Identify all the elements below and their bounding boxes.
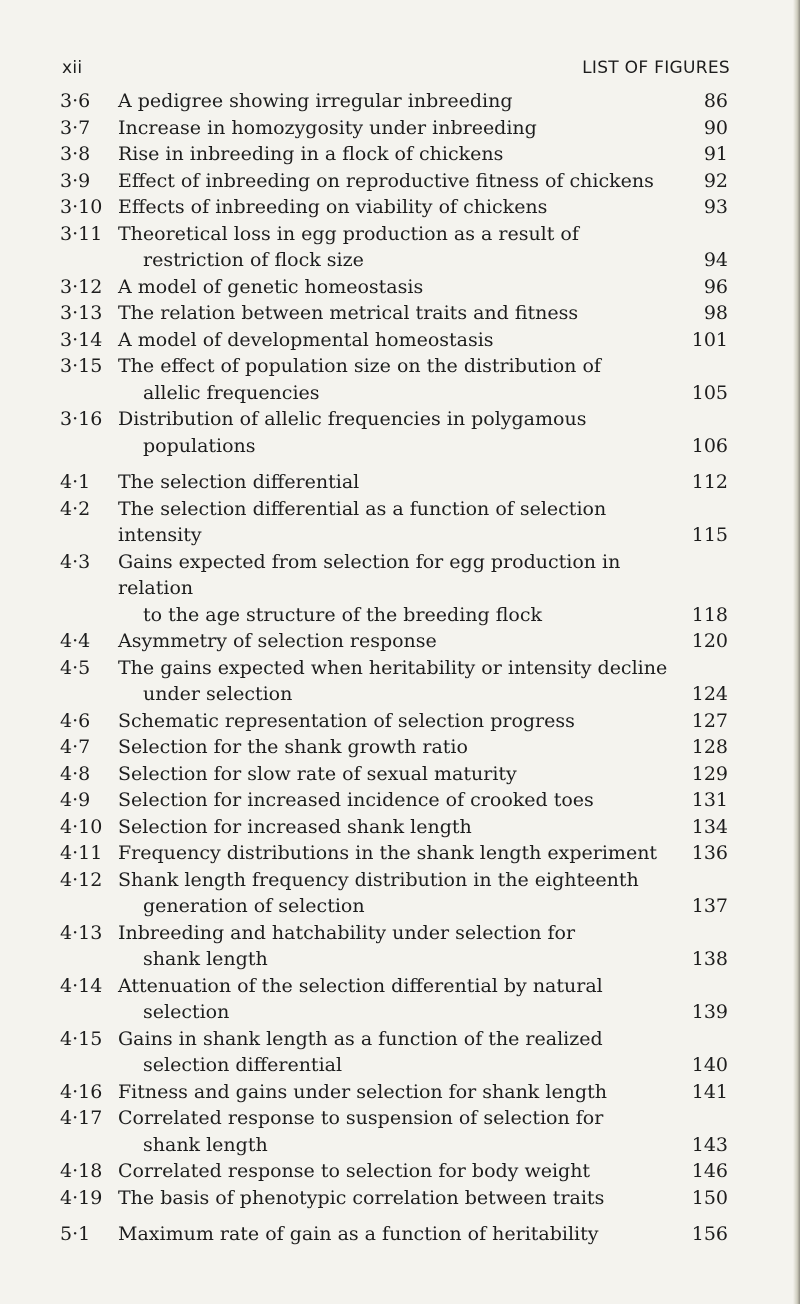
figure-page-number: 105: [691, 381, 728, 404]
figure-title-line: Selection for the shank growth ratio: [118, 736, 468, 758]
figure-number: 4·12: [60, 868, 103, 891]
figure-page-number: 141: [691, 1080, 728, 1103]
figure-title-line: Distribution of allelic frequencies in polygamous: [118, 408, 587, 430]
figure-title: [118, 920, 678, 973]
figure-title-line: Selection for slow rate of sexual maturity: [118, 762, 517, 785]
figure-title: [118, 300, 678, 327]
figure-title-line: Gains in shank length as a function of the realized: [118, 1027, 603, 1050]
figure-number: 4·8: [60, 762, 91, 785]
figure-entry: [0, 406, 800, 459]
figure-entry: [0, 840, 800, 867]
figure-entry: [0, 1185, 800, 1212]
figure-page-number: 140: [691, 1054, 728, 1076]
figure-entry: [0, 761, 800, 788]
figure-number: 5·1: [60, 1223, 91, 1245]
figure-title-line: Effect of inbreeding on reproductive fitness of chickens: [118, 169, 654, 192]
figure-title-continuation: restriction of flock size: [143, 249, 364, 271]
figure-page-number: 112: [691, 471, 728, 493]
figure-title-continuation: shank length: [143, 1133, 268, 1156]
figure-title: [118, 274, 678, 301]
figure-number: 3·6: [60, 90, 91, 112]
figure-entry: [0, 628, 800, 655]
figure-title-line: Rise in inbreeding in a flock of chickens: [118, 143, 504, 165]
figure-title-continuation: to the age structure of the breeding flock: [143, 603, 542, 626]
figure-number: 4·17: [60, 1107, 103, 1129]
figure-page-number: 136: [691, 842, 728, 864]
figure-page-number: 118: [691, 603, 728, 626]
figure-number: 4·4: [60, 630, 91, 652]
figure-page-number: 91: [703, 143, 728, 165]
figure-entry: [0, 1079, 800, 1106]
figure-title-line: Schematic representation of selection progress: [118, 709, 575, 732]
figure-title-continuation: shank length: [143, 948, 268, 970]
figure-entry: [0, 274, 800, 301]
figure-number: 4·5: [60, 656, 91, 679]
figure-page-number: 134: [691, 815, 728, 838]
figure-title-line: Inbreeding and hatchability under selection for: [118, 921, 576, 944]
figure-title: [118, 1185, 678, 1212]
figure-title-line: Maximum rate of gain as a function of heritability: [118, 1223, 599, 1245]
figure-entry: [0, 787, 800, 814]
figure-number: 4·9: [60, 789, 91, 811]
figure-page-number: 131: [691, 789, 728, 811]
figure-number: 4·11: [60, 842, 103, 864]
figure-page-number: 93: [703, 196, 728, 218]
figure-title: [118, 496, 678, 549]
figure-title: [118, 1105, 678, 1158]
figure-number: 4·10: [60, 815, 103, 838]
figure-page-number: 120: [691, 630, 728, 652]
figure-title-continuation: populations: [143, 434, 256, 457]
figure-page-number: 137: [691, 895, 728, 917]
figure-number: 4·6: [60, 709, 91, 732]
figure-title-line: Selection for increased shank length: [118, 815, 472, 838]
figure-title: [118, 221, 678, 274]
figure-page-number: 98: [703, 302, 728, 324]
figure-title-line: The relation between metrical traits and fitness: [118, 302, 579, 324]
figure-number: 3·14: [60, 328, 103, 351]
running-title: LIST OF FIGURES: [582, 58, 730, 78]
figure-page-number: 92: [703, 169, 728, 192]
figure-title-continuation: generation of selection: [143, 895, 365, 917]
figure-title: [118, 734, 678, 761]
figure-entry: [0, 221, 800, 274]
page-header: [0, 58, 800, 88]
figure-entry: [0, 814, 800, 841]
figure-title-line: Increase in homozygosity under inbreeding: [118, 116, 537, 139]
figure-title: [118, 973, 678, 1026]
page-edge: [793, 0, 800, 1304]
figure-number: 3·13: [60, 302, 103, 324]
figure-number: 3·9: [60, 169, 91, 192]
figure-title: [118, 1079, 678, 1106]
figure-number: 3·7: [60, 116, 91, 139]
figure-page-number: 138: [691, 948, 728, 970]
figure-entry: [0, 708, 800, 735]
figure-entry: [0, 88, 800, 115]
figure-title-line: Attenuation of the selection differential by natural: [118, 974, 603, 997]
figure-title: [118, 814, 678, 841]
figure-title: [118, 141, 678, 168]
figure-number: 4·2: [60, 497, 91, 520]
figure-title: [118, 549, 678, 629]
figure-title-line: Effects of inbreeding on viability of chickens: [118, 196, 548, 218]
figure-title: [118, 1026, 678, 1079]
figure-page-number: 115: [691, 524, 728, 546]
figure-number: 4·19: [60, 1186, 103, 1209]
figure-title-line: A model of developmental homeostasis: [118, 328, 494, 351]
figure-entry: [0, 141, 800, 168]
figure-title-line: Correlated response to suspension of selection for: [118, 1107, 604, 1129]
figure-number: 4·18: [60, 1160, 103, 1182]
figure-title: [118, 840, 678, 867]
figure-page-number: 90: [703, 116, 728, 139]
figure-title-line: Correlated response to selection for body weight: [118, 1160, 591, 1182]
figure-title-line: Theoretical loss in egg production as a result of: [118, 222, 579, 245]
figure-entry: [0, 549, 800, 629]
page-number: xii: [62, 58, 83, 78]
figure-entry: [0, 300, 800, 327]
figure-page-number: 86: [703, 90, 728, 112]
figure-number: 3·10: [60, 196, 103, 218]
figure-title: [118, 708, 678, 735]
figure-entry: [0, 1105, 800, 1158]
figure-title-line: Asymmetry of selection response: [118, 630, 437, 652]
figure-entry: [0, 867, 800, 920]
figure-page-number: 101: [691, 328, 728, 351]
figure-title: [118, 327, 678, 354]
figure-page-number: 146: [691, 1160, 728, 1182]
figure-title-continuation: allelic frequencies: [143, 381, 320, 404]
figure-number: 4·14: [60, 974, 103, 997]
figure-page-number: 127: [691, 709, 728, 732]
figure-number: 3·8: [60, 143, 91, 165]
figure-title: [118, 787, 678, 814]
figure-entry: [0, 469, 800, 496]
figure-title: [118, 115, 678, 142]
figure-page-number: 143: [691, 1133, 728, 1156]
figure-entry: [0, 1158, 800, 1185]
figure-page-number: 129: [691, 762, 728, 785]
figure-number: 3·16: [60, 408, 103, 430]
figure-title-line: A pedigree showing irregular inbreeding: [118, 90, 513, 112]
figure-entry: [0, 655, 800, 708]
figure-title: [118, 655, 678, 708]
figure-title-line: Selection for increased incidence of crooked toes: [118, 789, 594, 811]
figure-title: [118, 406, 678, 459]
figure-title-line: The selection differential as a function of selection intensity: [118, 497, 607, 546]
figure-title: [118, 88, 678, 115]
figure-title-line: Gains expected from selection for egg production in relation: [118, 550, 621, 599]
figure-title-line: The effect of population size on the distribution of: [118, 355, 601, 377]
figure-title: [118, 761, 678, 788]
figure-title: [118, 1158, 678, 1185]
figure-number: 4·13: [60, 921, 103, 944]
figure-entry: [0, 1026, 800, 1079]
figure-page-number: 156: [691, 1223, 728, 1245]
figure-title-line: Frequency distributions in the shank length experiment: [118, 842, 658, 864]
figure-title-continuation: selection differential: [143, 1054, 343, 1076]
figure-page-number: 124: [691, 683, 728, 705]
figure-number: 4·15: [60, 1027, 103, 1050]
figure-entry: [0, 1221, 800, 1248]
figure-entry: [0, 920, 800, 973]
figure-page-number: 150: [691, 1186, 728, 1209]
figure-title: [118, 867, 678, 920]
figure-title-line: Shank length frequency distribution in the eighteenth: [118, 868, 639, 891]
figure-number: 3·15: [60, 355, 103, 377]
figure-title: [118, 353, 678, 406]
figure-entry: [0, 194, 800, 221]
figure-entry: [0, 496, 800, 549]
figure-number: 4·3: [60, 550, 91, 573]
figure-number: 3·12: [60, 275, 103, 298]
figure-entry: [0, 973, 800, 1026]
figure-title: [118, 469, 678, 496]
figure-page-number: 139: [691, 1001, 728, 1023]
figure-title-line: The basis of phenotypic correlation between traits: [118, 1186, 605, 1209]
figure-number: 4·16: [60, 1080, 103, 1103]
figure-page-number: 94: [703, 249, 728, 271]
figure-entry: [0, 353, 800, 406]
figure-page-number: 128: [691, 736, 728, 758]
figure-number: 3·11: [60, 222, 103, 245]
figure-title: [118, 168, 678, 195]
figure-number: 4·7: [60, 736, 91, 758]
figure-number: 4·1: [60, 471, 91, 493]
figure-title: [118, 628, 678, 655]
figure-list: [0, 88, 800, 1248]
figure-title-line: The selection differential: [118, 471, 360, 493]
figure-title: [118, 1221, 678, 1248]
figure-page-number: 106: [691, 434, 728, 457]
figure-entry: [0, 115, 800, 142]
figure-entry: [0, 734, 800, 761]
figure-title: [118, 194, 678, 221]
figure-title-continuation: under selection: [143, 683, 293, 705]
figure-page-number: 96: [703, 275, 728, 298]
figure-entry: [0, 327, 800, 354]
figure-entry: [0, 168, 800, 195]
figure-title-line: Fitness and gains under selection for shank length: [118, 1080, 607, 1103]
figure-title-line: A model of genetic homeostasis: [118, 275, 424, 298]
figure-title-continuation: selection: [143, 1001, 230, 1023]
figure-title-line: The gains expected when heritability or intensity decline: [118, 656, 668, 679]
